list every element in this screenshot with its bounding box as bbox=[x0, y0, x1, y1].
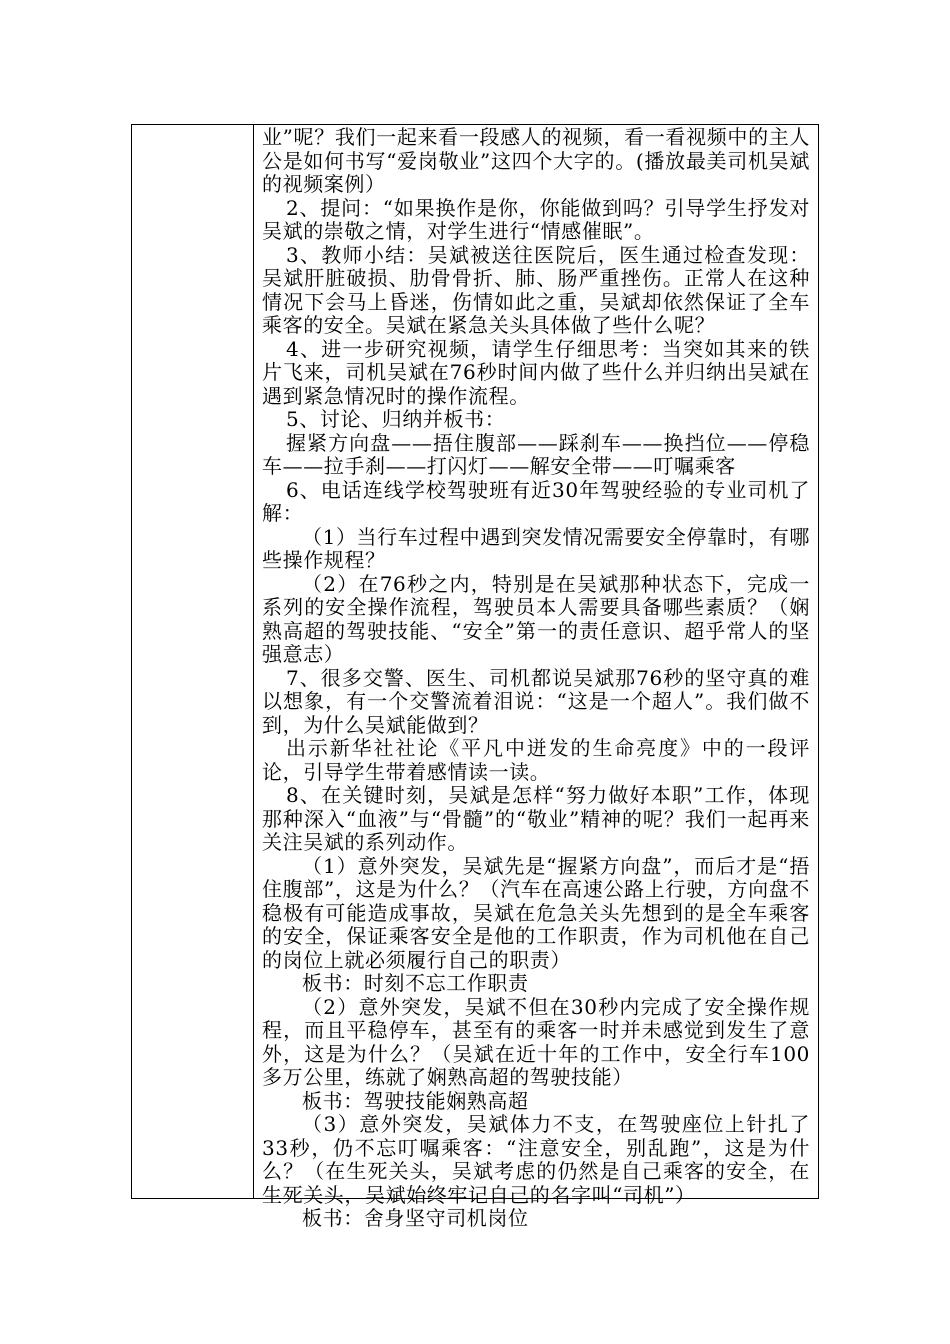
paragraph-step-7: 7、很多交警、医生、司机都说吴斌那76秒的坚守真的难以想象，有一个交警流着泪说：“这是一个超人”。我们做不到，为什么吴斌能做到？ bbox=[262, 665, 810, 737]
paragraph-step-2: 2、提问：“如果换作是你，你能做到吗？引导学生抒发对吴斌的崇敬之情，对学生进行“情感催眠”。 bbox=[262, 195, 810, 243]
paragraph-step-8: 8、在关键时刻，吴斌是怎样“努力做好本职”工作，体现那种深入“血液”与“骨髓”的“敬业”精神的呢？我们一起再来关注吴斌的系列动作。 bbox=[262, 783, 810, 854]
paragraph-action-1: （1）意外突发，吴斌先是“握紧方向盘”，而后才是“捂住腹部”，这是为什么？（汽车在高速公路上行驶，方向盘不稳极有可能造成事故，吴斌在危急关头先想到的是全车乘客的安全，保证乘客安全是他的工作职责，作为司机他在自己的岗位上就必须履行自己的职责） bbox=[262, 853, 810, 972]
paragraph-step-5: 5、讨论、归纳并板书： bbox=[286, 407, 506, 431]
board-note-3: 板书：舍身坚守司机岗位 bbox=[302, 1206, 529, 1230]
paragraph-question-2: （2）在76秒之内，特别是在吴斌那种状态下，完成一系列的安全操作流程，驾驶员本人需要具备哪些素质？（娴熟高超的驾驶技能、“安全”第一的责任意识、超乎常人的坚强意志） bbox=[262, 571, 810, 666]
paragraph-editorial: 出示新华社社论《平凡中迸发的生命亮度》中的一段评论，引导学生带着感情读一读。 bbox=[262, 736, 810, 784]
paragraph-action-3: （3）意外突发，吴斌体力不支，在驾驶座位上针扎了33秒，仍不忘叮嘱乘客：“注意安全，别乱跑”，这是为什么？（在生死关头，吴斌考虑的仍然是自己乘客的安全，在生死关头，吴斌始终牢记自己的名字叫“司机”） bbox=[262, 1112, 810, 1207]
board-note-2: 板书：驾驶技能娴熟高超 bbox=[302, 1088, 529, 1113]
paragraph-action-2: （2）意外突发，吴斌不但在30秒内完成了安全操作规程，而且平稳停车，甚至有的乘客一时并未感觉到发生了意外，这是为什么？（吴斌在近十年的工作中，安全行车100多万公里，练就了娴熟高超的驾驶技能） bbox=[262, 994, 810, 1089]
paragraph-step-3: 3、教师小结：吴斌被送往医院后，医生通过检查发现：吴斌肝脏破损、肋骨骨折、肺、肠严重挫伤。正常人在这种情况下会马上昏迷，伤情如此之重，吴斌却依然保证了全车乘客的安全。吴斌在紧急关头具体做了些什么呢？ bbox=[262, 242, 810, 337]
lesson-content-cell bbox=[262, 126, 810, 1231]
paragraph-intro: 业”呢？我们一起来看一段感人的视频，看一看视频中的主人公是如何书写“爱岗敬业”这四个大字的。(播放最美司机吴斌的视频案例） bbox=[262, 125, 810, 196]
paragraph-step-4: 4、进一步研究视频，请学生仔细思考：当突如其来的铁片飞来，司机吴斌在76秒时间内做了些什么并归纳出吴斌在遇到紧急情况时的操作流程。 bbox=[262, 336, 810, 408]
board-note-1: 板书：时刻不忘工作职责 bbox=[302, 971, 529, 995]
paragraph-step-6: 6、电话连线学校驾驶班有近30年驾驶经验的专业司机了解： bbox=[262, 477, 810, 525]
paragraph-question-1: （1）当行车过程中遇到突发情况需要安全停靠时，有哪些操作规程？ bbox=[262, 524, 810, 572]
column-divider bbox=[253, 124, 254, 1199]
paragraph-operation-flow: 握紧方向盘——捂住腹部——踩刹车——换挡位——停稳车——拉手刹——打闪灯——解安全带——叮嘱乘客 bbox=[262, 430, 810, 478]
